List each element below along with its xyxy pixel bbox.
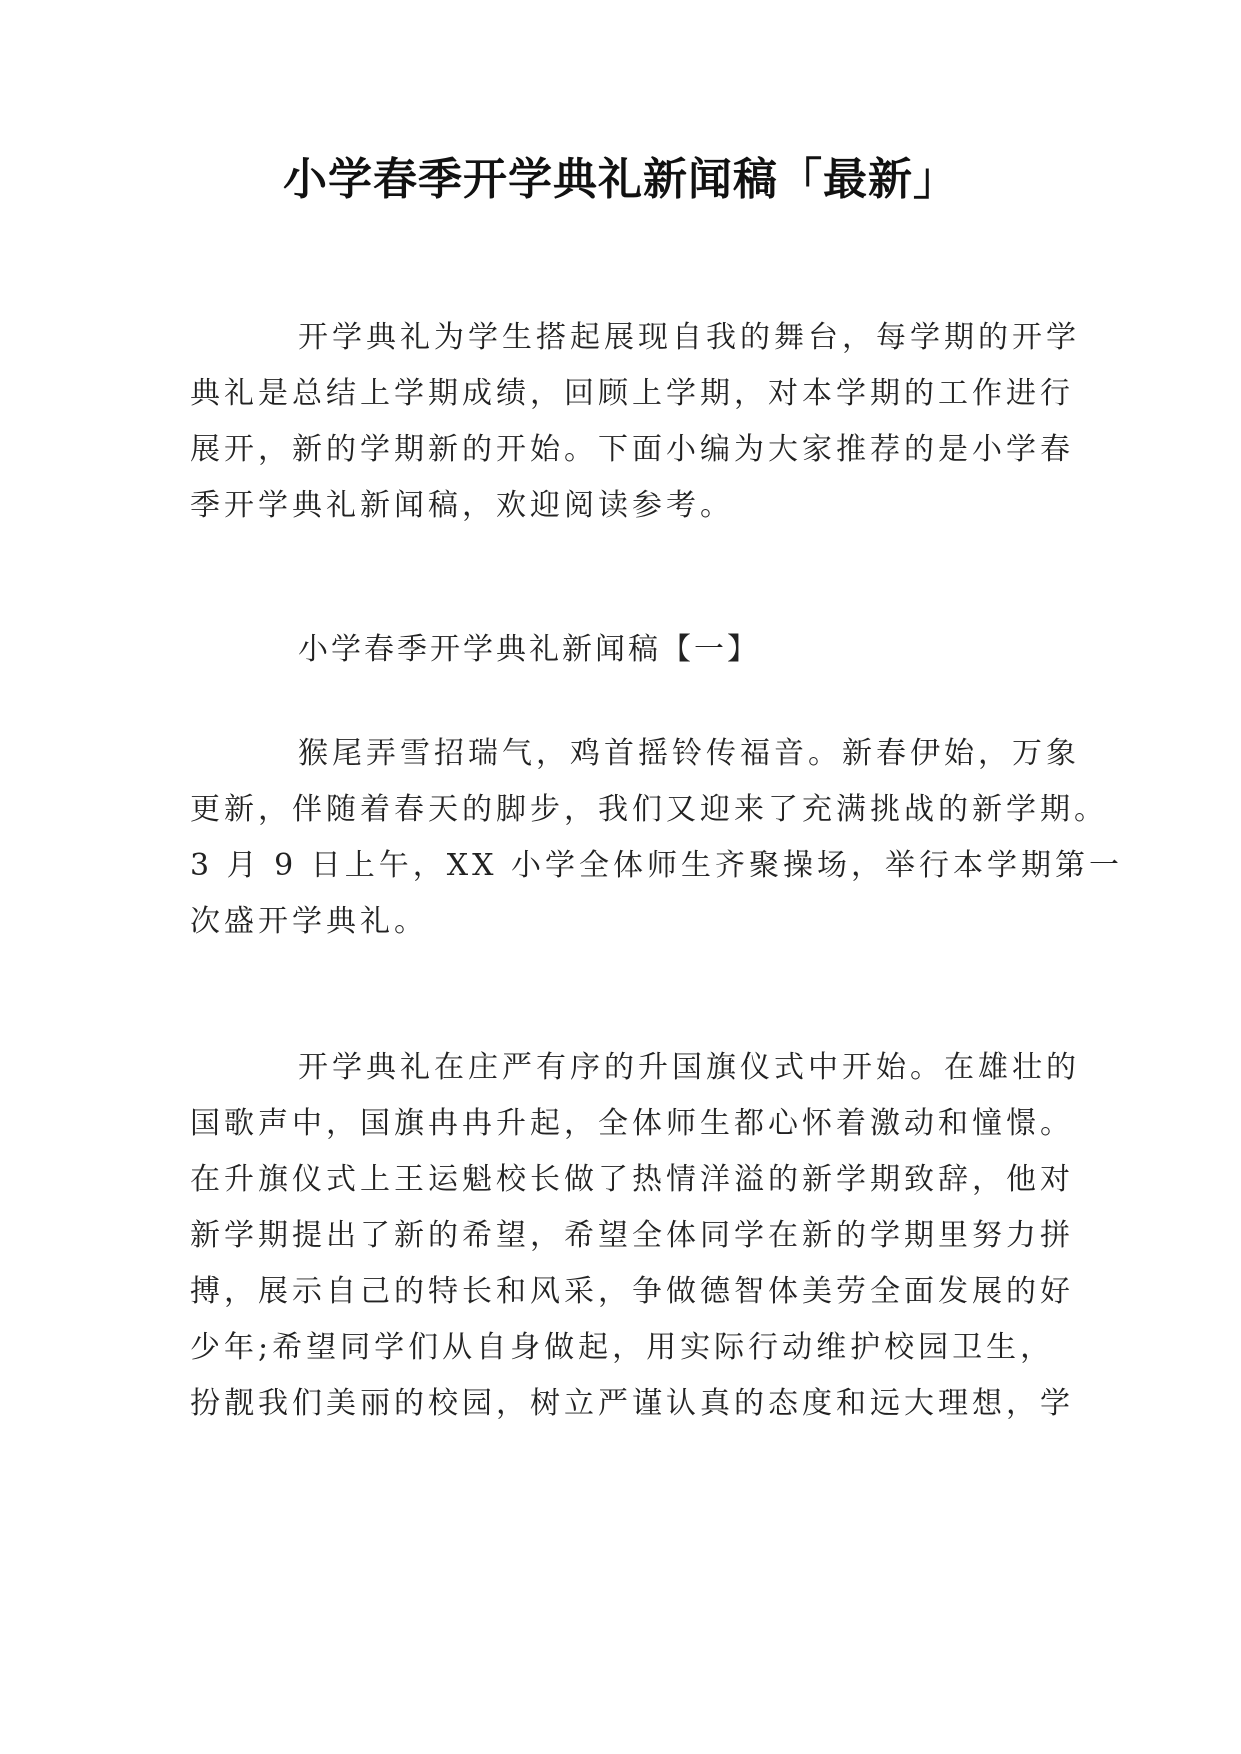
paragraph1-line-2: 更新，伴随着春天的脚步，我们又迎来了充满挑战的新学期。 [190,792,1108,827]
paragraph1-line-1: 猴尾弄雪招瑞气，鸡首摇铃传福音。新春伊始，万象 [298,736,1080,771]
paragraph2-line-7: 扮靓我们美丽的校园，树立严谨认真的态度和远大理想，学 [190,1386,1074,1421]
paragraph2-line-2: 国歌声中，国旗冉冉升起，全体师生都心怀着激动和憧憬。 [190,1106,1074,1141]
paragraph2-line-5: 搏，展示自己的特长和风采，争做德智体美劳全面发展的好 [190,1274,1074,1309]
document-title: 小学春季开学典礼新闻稿「最新」 [283,154,958,205]
paragraph2-line-4: 新学期提出了新的希望，希望全体同学在新的学期里努力拼 [190,1218,1074,1253]
paragraph2-line-3: 在升旗仪式上王运魁校长做了热情洋溢的新学期致辞，他对 [190,1162,1074,1197]
section-heading: 小学春季开学典礼新闻稿【一】 [298,632,760,667]
paragraph1-line-3: 3 月 9 日上午，XX 小学全体师生齐聚操场，举行本学期第一 [190,848,1124,883]
intro-line-1: 开学典礼为学生搭起展现自我的舞台，每学期的开学 [298,320,1080,355]
paragraph2-line-6: 少年;希望同学们从自身做起，用实际行动维护校园卫生， [190,1330,1055,1365]
paragraph1-line-4: 次盛开学典礼。 [190,904,428,939]
intro-line-4: 季开学典礼新闻稿，欢迎阅读参考。 [190,488,734,523]
paragraph2-line-1: 开学典礼在庄严有序的升国旗仪式中开始。在雄壮的 [298,1050,1080,1085]
intro-line-2: 典礼是总结上学期成绩，回顾上学期，对本学期的工作进行 [190,376,1074,411]
intro-line-3: 展开，新的学期新的开始。下面小编为大家推荐的是小学春 [190,432,1074,467]
